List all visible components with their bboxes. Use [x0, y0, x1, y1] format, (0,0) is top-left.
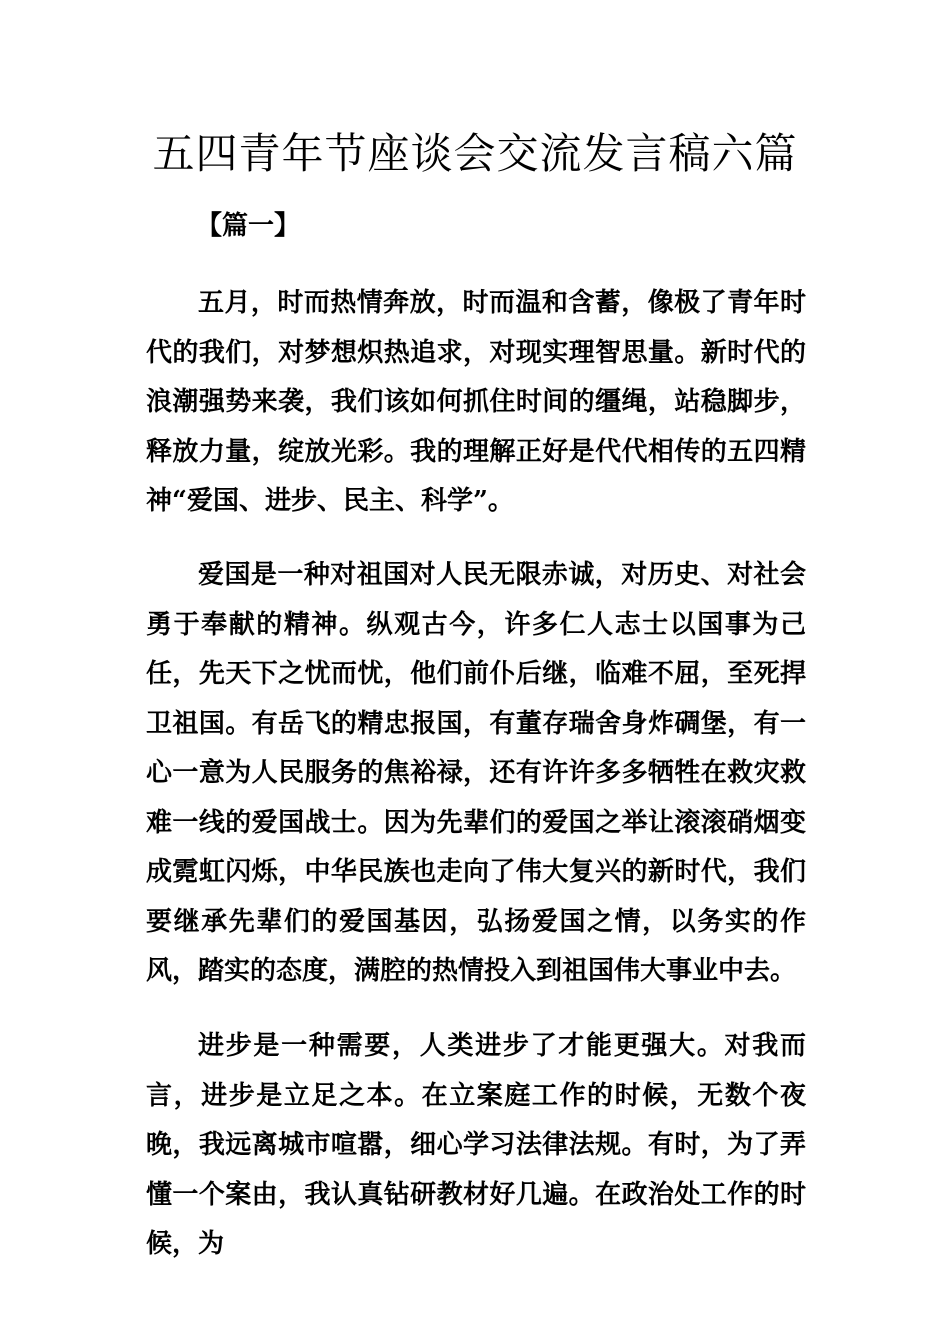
- paragraph-2: 爱国是一种对祖国对人民无限赤诚，对历史、对社会勇于奉献的精神。纵观古今，许多仁人志士以国事为己任，先天下之忧而忧，他们前仆后继，临难不屈，至死捍卫祖国。有岳飞的精忠报国，有董存瑞舍身炸碉堡，有一心一意为人民服务的焦裕禄，还有许许多多牺牲在救灾救难一线的爱国战士。因为先辈们的爱国之举让滚滚硝烟变成霓虹闪烁，中华民族也走向了伟大复兴的新时代，我们要继承先辈们的爱国基因，弘扬爱国之情，以务实的作风，踏实的态度，满腔的热情投入到祖国伟大事业中去。: [146, 560, 806, 986]
- document-title: 五四青年节座谈会交流发言稿六篇: [152, 129, 798, 178]
- paragraph-1: 五月，时而热情奔放，时而温和含蓄，像极了青年时代的我们，对梦想炽热追求，对现实理智思量。新时代的浪潮强势来袭，我们该如何抓住时间的缰绳，站稳脚步，释放力量，绽放光彩。我的理解正好是代代相传的五四精神“爱国、进步、民主、科学”。: [146, 288, 806, 516]
- section-heading: 【篇一】: [196, 211, 301, 241]
- paragraph-3: 进步是一种需要，人类进步了才能更强大。对我而言，进步是立足之本。在立案庭工作的时候，无数个夜晚，我远离城市喧嚣，细心学习法律法规。有时，为了弄懂一个案由，我认真钻研教材好几遍。在政治处工作的时候，为: [146, 1031, 806, 1259]
